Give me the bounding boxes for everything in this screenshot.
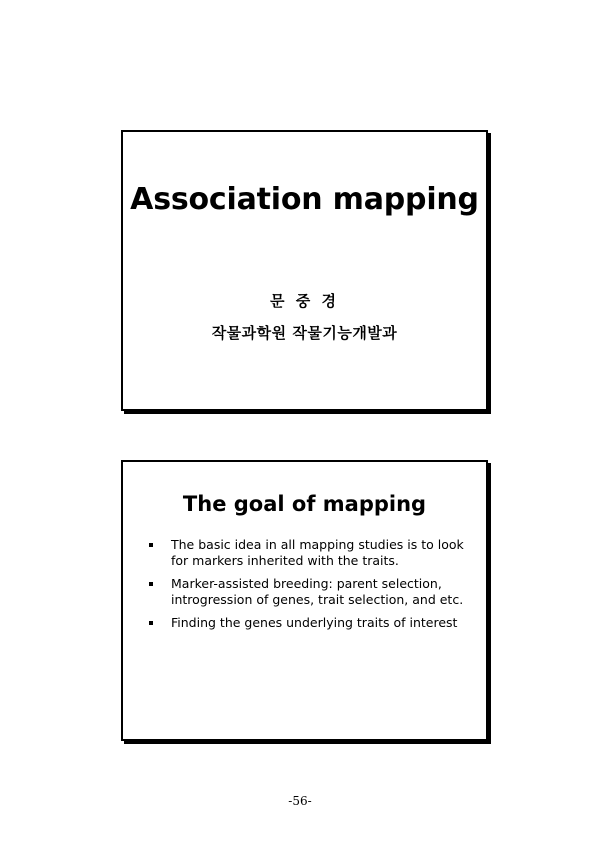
- bullet-square-icon: [149, 582, 153, 586]
- author-affiliation: 작물과학원 작물기능개발과: [211, 324, 398, 342]
- bullet-item: [147, 537, 467, 569]
- content-slide: [121, 460, 488, 741]
- bullet-square-icon: [149, 621, 153, 625]
- bullet-item: [147, 576, 467, 608]
- bullet-item: [147, 615, 467, 631]
- title-slide: [121, 130, 488, 411]
- page-number: -56-: [288, 794, 312, 808]
- bullet-text: The basic idea in all mapping studies is to look for markers inherited with the traits.: [171, 537, 464, 568]
- bullet-list: [147, 537, 467, 638]
- author-name: 문 중 경: [270, 292, 339, 310]
- slide-title: The goal of mapping: [182, 492, 427, 516]
- bullet-text: Finding the genes underlying traits of interest: [171, 615, 458, 630]
- bullet-text: Marker-assisted breeding: parent selection, introgression of genes, trait selection, and etc.: [171, 576, 464, 607]
- bullet-square-icon: [149, 543, 153, 547]
- slide-title: Association mapping: [130, 182, 479, 217]
